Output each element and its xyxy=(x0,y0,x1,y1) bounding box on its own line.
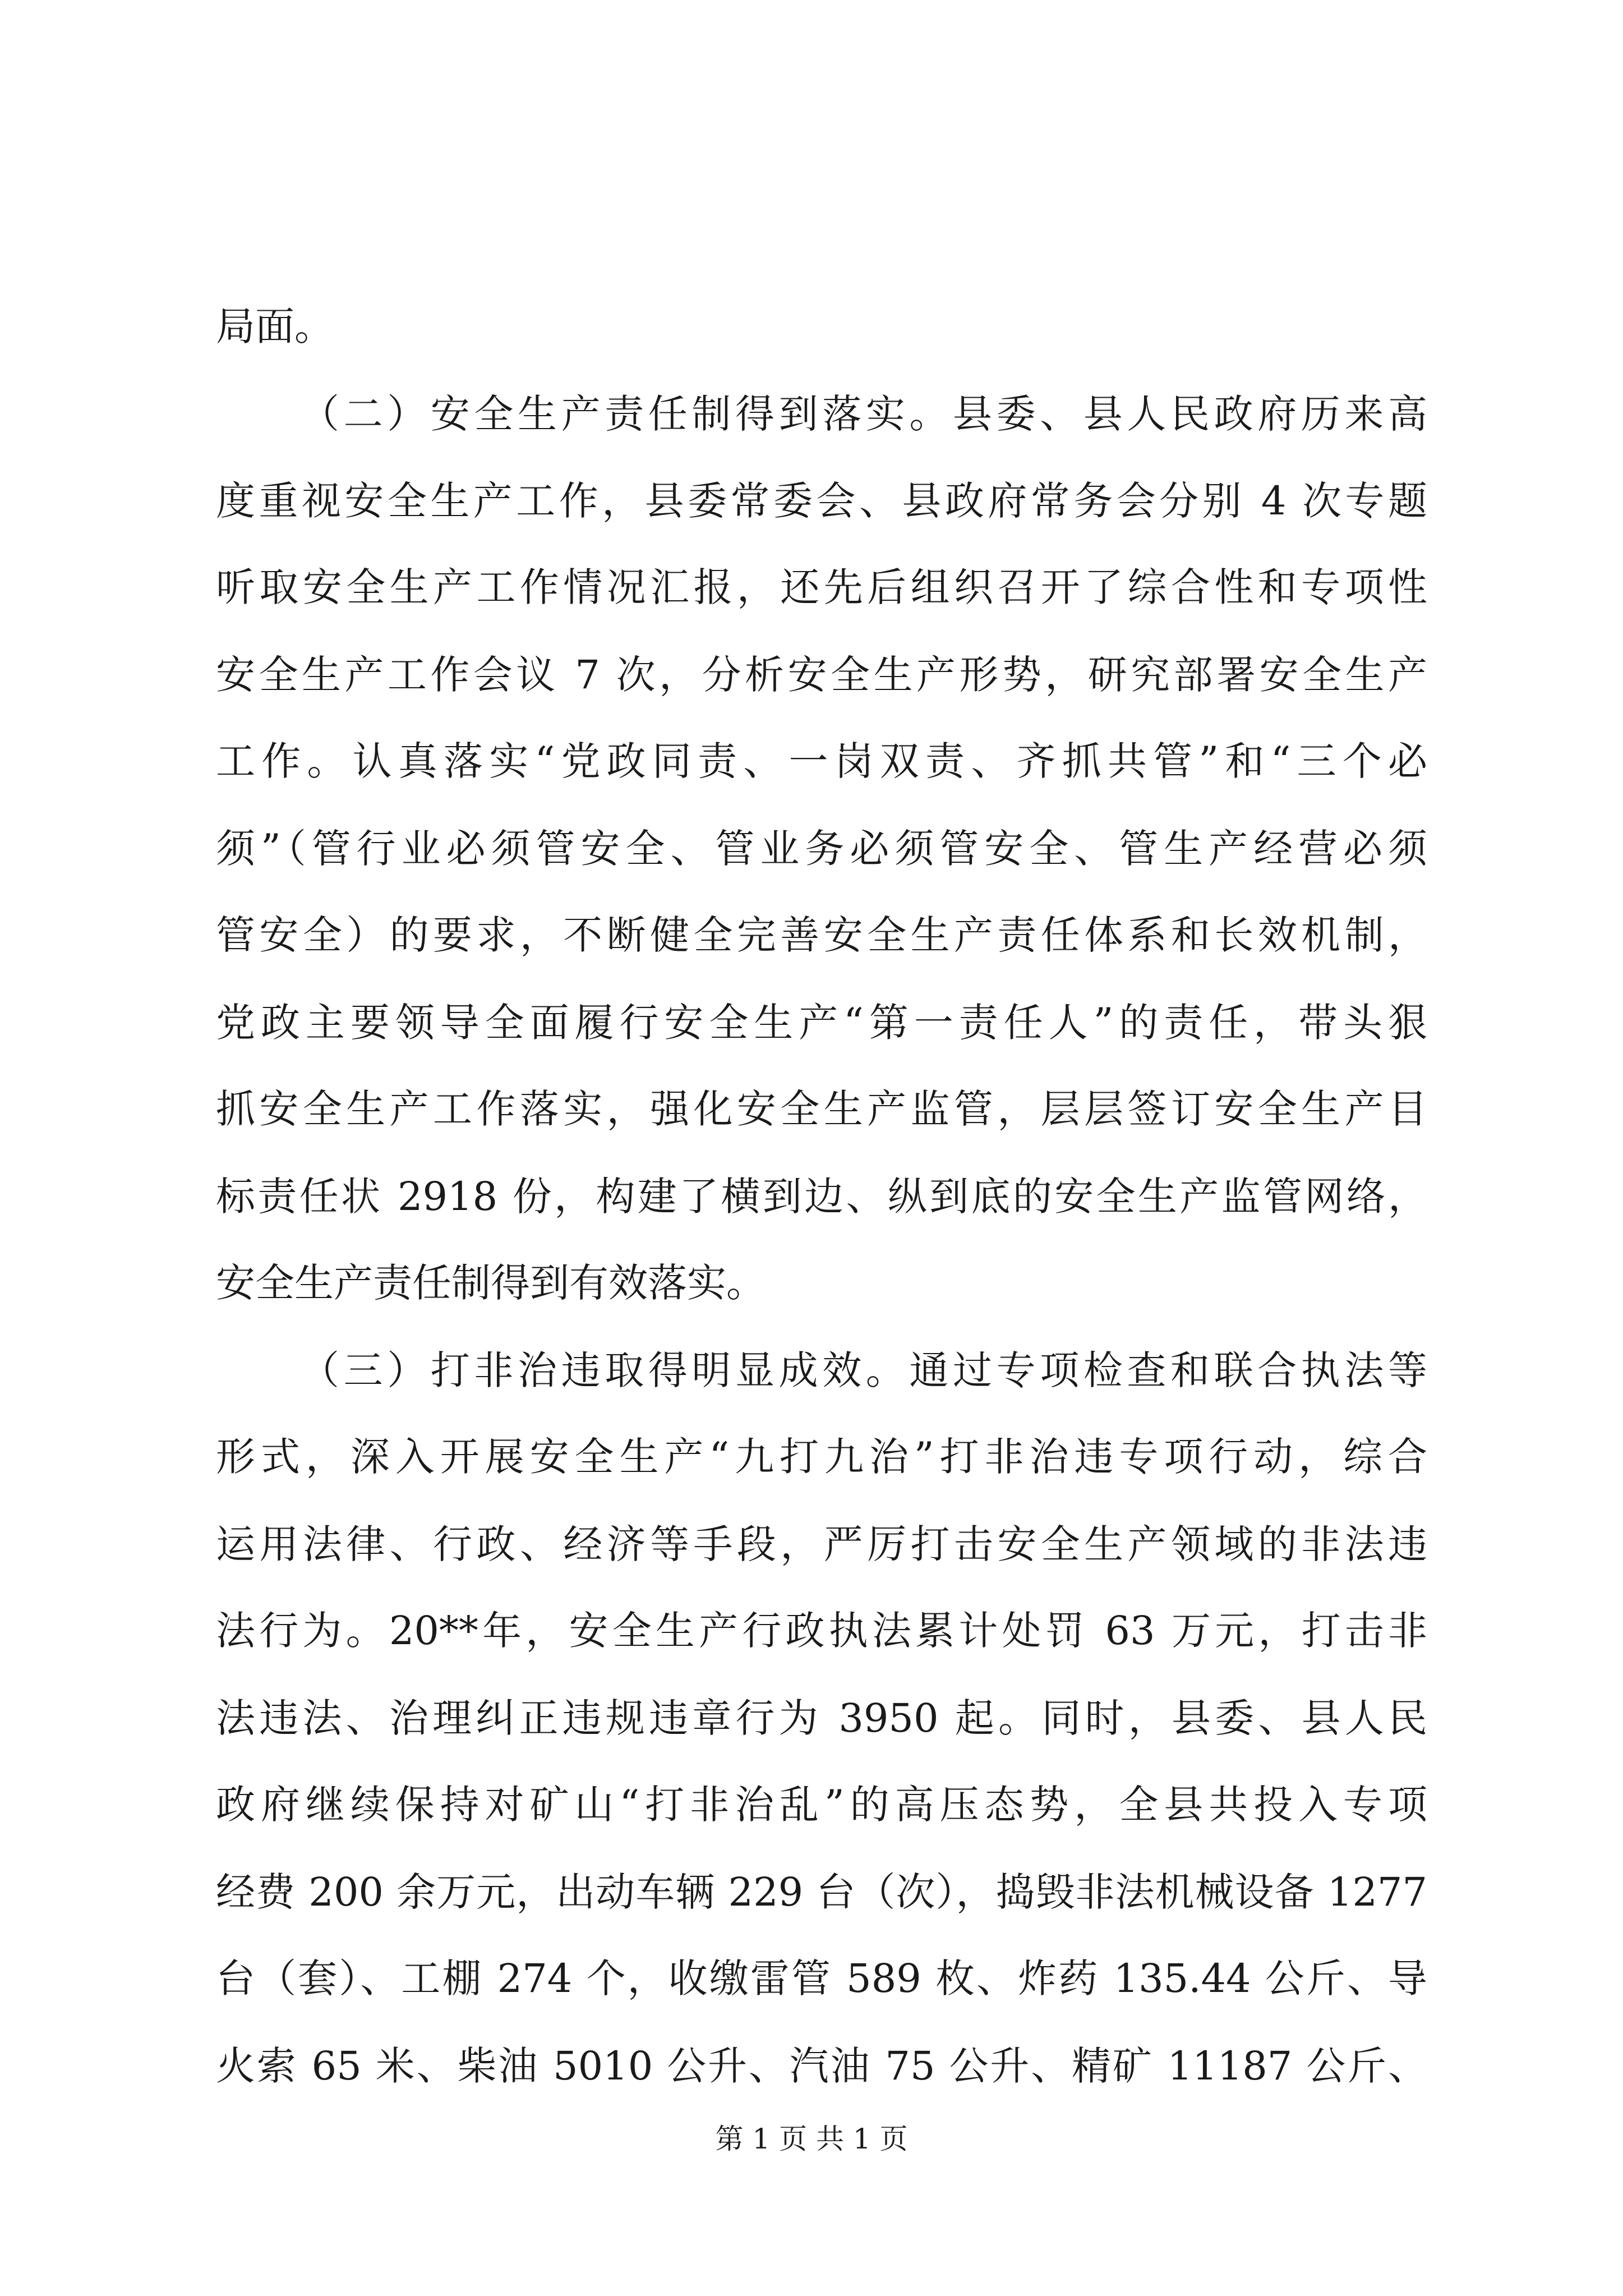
body-line-17: 法违法、治理纠正违规违章行为 3950 起。同时，县委、县人民 xyxy=(216,1695,1427,1741)
body-line-16: 法行为。20**年，安全生产行政执法累计处罚 63 万元，打击非 xyxy=(216,1608,1427,1654)
body-line-9: 党政主要领导全面履行安全生产“第一责任人”的责任，带头狠 xyxy=(216,1000,1427,1046)
body-line-2: （二）安全生产责任制得到落实。县委、县人民政府历来高 xyxy=(300,391,1427,437)
body-line-19: 经费 200 余万元，出动车辆 229 台（次），捣毁非法机械设备 1277 xyxy=(216,1869,1427,1915)
body-line-4: 听取安全生产工作情况汇报，还先后组织召开了综合性和专项性 xyxy=(216,564,1427,610)
body-line-6: 工作。认真落实“党政同责、一岗双责、齐抓共管”和“三个必 xyxy=(216,738,1427,784)
body-line-20: 台（套）、工棚 274 个，收缴雷管 589 枚、炸药 135.44 公斤、导 xyxy=(216,1955,1427,2001)
page-number-footer: 第 1 页 共 1 页 xyxy=(715,2123,908,2155)
body-line-11: 标责任状 2918 份，构建了横到边、纵到底的安全生产监管网络， xyxy=(216,1174,1427,1220)
body-line-15: 运用法律、行政、经济等手段，严厉打击安全生产领域的非法违 xyxy=(216,1521,1427,1567)
body-line-13: （三）打非治违取得明显成效。通过专项检查和联合执法等 xyxy=(300,1347,1427,1393)
body-line-3: 度重视安全生产工作，县委常委会、县政府常务会分别 4 次专题 xyxy=(216,478,1427,524)
body-line-5: 安全生产工作会议 7 次，分析安全生产形势，研究部署安全生产 xyxy=(216,652,1427,698)
body-line-7: 须”（管行业必须管安全、管业务必须管安全、管生产经营必须 xyxy=(216,826,1427,872)
body-line-12: 安全生产责任制得到有效落实。 xyxy=(216,1260,766,1306)
body-line-1: 局面。 xyxy=(216,303,334,349)
body-line-10: 抓安全生产工作落实，强化安全生产监管，层层签订安全生产目 xyxy=(216,1086,1427,1132)
body-line-14: 形式，深入开展安全生产“九打九治”打非治违专项行动，综合 xyxy=(216,1434,1427,1480)
body-line-21: 火索 65 米、柴油 5010 公升、汽油 75 公升、精矿 11187 公斤、 xyxy=(216,2043,1427,2089)
body-line-18: 政府继续保持对矿山“打非治乱”的高压态势，全县共投入专项 xyxy=(216,1782,1427,1828)
body-line-8: 管安全）的要求，不断健全完善安全生产责任体系和长效机制， xyxy=(216,912,1427,958)
